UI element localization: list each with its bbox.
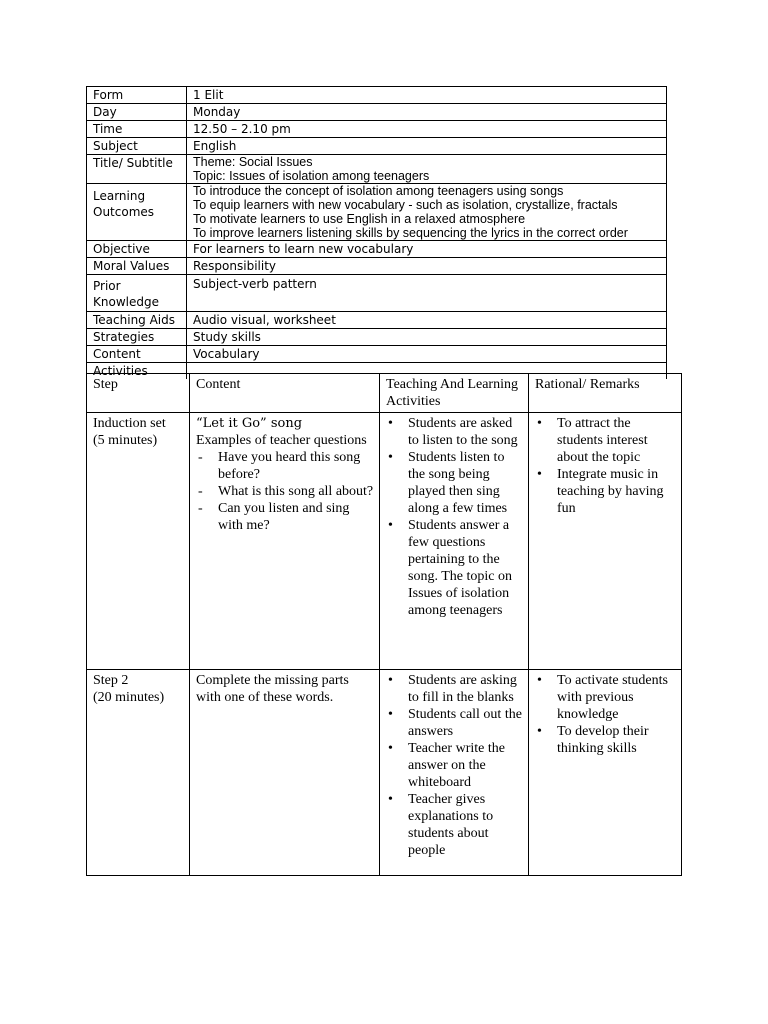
- content-cell: [190, 670, 380, 876]
- info-label: Teaching Aids: [87, 312, 187, 329]
- list-item: [196, 483, 376, 500]
- bullet-icon: •: [388, 450, 393, 465]
- info-label: Time: [87, 121, 187, 138]
- header-content: Content: [190, 374, 380, 413]
- info-row: [87, 346, 667, 363]
- bullet-icon: •: [388, 673, 393, 688]
- list-item: [386, 740, 525, 791]
- activities-table: [86, 373, 682, 876]
- list-item-text: What is this song all about?: [218, 484, 374, 499]
- activities-cell: [380, 413, 529, 670]
- bullet-icon: •: [537, 416, 542, 431]
- list-item-text: To activate students with previous knowledge: [557, 673, 668, 722]
- info-row: [87, 87, 667, 104]
- info-row: [87, 184, 667, 241]
- remarks-cell: [529, 413, 682, 670]
- list-item-text: Students call out the answers: [408, 707, 522, 739]
- list-item: [535, 723, 678, 757]
- label-line: Learning: [93, 189, 146, 203]
- bullet-icon: •: [388, 741, 393, 756]
- list-item: [386, 791, 525, 859]
- content-line: “Let it Go” song: [196, 416, 303, 431]
- info-row: [87, 329, 667, 346]
- theme-line: Theme: Social Issues: [193, 155, 313, 169]
- dash-marker: -: [198, 484, 203, 499]
- info-row: [87, 275, 667, 312]
- info-label: Strategies: [87, 329, 187, 346]
- list-item: [535, 415, 678, 466]
- info-value: Subject-verb pattern: [187, 275, 667, 312]
- activities-list: [386, 415, 525, 619]
- activities-cell: [380, 670, 529, 876]
- list-item-text: To attract the students interest about the topic: [557, 416, 648, 465]
- remarks-cell: [529, 670, 682, 876]
- list-item: [535, 672, 678, 723]
- info-value: English: [187, 138, 667, 155]
- header-remarks: Rational/ Remarks: [529, 374, 682, 413]
- activities-header-row: [87, 374, 682, 413]
- bullet-icon: •: [388, 416, 393, 431]
- list-item: [386, 449, 525, 517]
- learning-outcomes-value: [187, 184, 667, 241]
- list-item-text: Integrate music in teaching by having fun: [557, 467, 664, 516]
- step-duration: (20 minutes): [93, 690, 165, 705]
- bullet-icon: •: [388, 792, 393, 807]
- list-item-text: Students are asked to listen to the song: [408, 416, 518, 448]
- info-value: Audio visual, worksheet: [187, 312, 667, 329]
- bullet-icon: •: [537, 673, 542, 688]
- list-item-text: To develop their thinking skills: [557, 724, 649, 756]
- header-activities: Teaching And Learning Activities: [380, 374, 529, 413]
- bullet-icon: •: [388, 707, 393, 722]
- info-value: Study skills: [187, 329, 667, 346]
- step-name: Step 2: [93, 673, 129, 688]
- info-value: Vocabulary: [187, 346, 667, 363]
- info-label: Title/ Subtitle: [87, 155, 187, 184]
- step-cell: [87, 413, 190, 670]
- outcome-line: To introduce the concept of isolation among teenagers using songs: [193, 184, 564, 198]
- content-line: Examples of teacher questions: [196, 433, 367, 448]
- label-line: Outcomes: [93, 205, 155, 219]
- activities-heading: Activities: [87, 363, 187, 380]
- lesson-info-table: [86, 86, 667, 379]
- list-item-text: Have you heard this song before?: [218, 450, 361, 482]
- remarks-list: [535, 672, 678, 757]
- info-row: [87, 138, 667, 155]
- list-item: [386, 706, 525, 740]
- list-item: [386, 517, 525, 619]
- list-item: [386, 415, 525, 449]
- list-item-text: Teacher gives explanations to students about people: [408, 792, 494, 858]
- list-item-text: Students listen to the song being played then sing along a few times: [408, 450, 508, 516]
- info-row: [87, 241, 667, 258]
- list-item-text: Students are asking to fill in the blanks: [408, 673, 517, 705]
- info-label: Content: [87, 346, 187, 363]
- list-item: [535, 466, 678, 517]
- content-cell: [190, 413, 380, 670]
- activity-row: [87, 413, 682, 670]
- list-item-text: Students answer a few questions pertaining to the song. The topic on Issues of isolation among teenagers: [408, 518, 512, 618]
- learning-outcomes-label: [87, 184, 187, 241]
- info-value: Monday: [187, 104, 667, 121]
- question-list: [196, 449, 376, 534]
- label-line: Prior: [93, 279, 121, 293]
- header-step: Step: [87, 374, 190, 413]
- info-value: 12.50 – 2.10 pm: [187, 121, 667, 138]
- outcome-line: To motivate learners to use English in a relaxed atmosphere: [193, 212, 526, 226]
- info-label: Form: [87, 87, 187, 104]
- list-item-text: Teacher write the answer on the whiteboard: [408, 741, 505, 790]
- list-item: [196, 500, 376, 534]
- topic-line: Topic: Issues of isolation among teenagers: [193, 169, 430, 183]
- bullet-icon: •: [388, 518, 393, 533]
- info-row: [87, 104, 667, 121]
- title-subtitle-value: [187, 155, 667, 184]
- remarks-list: [535, 415, 678, 517]
- info-row: [87, 155, 667, 184]
- step-duration: (5 minutes): [93, 433, 158, 448]
- prior-knowledge-label: [87, 275, 187, 312]
- list-item-text: Can you listen and sing with me?: [218, 501, 350, 533]
- outcome-line: To improve learners listening skills by sequencing the lyrics in the correct order: [193, 226, 628, 240]
- bullet-icon: •: [537, 467, 542, 482]
- info-label: Day: [87, 104, 187, 121]
- list-item: [196, 449, 376, 483]
- info-value: 1 Elit: [187, 87, 667, 104]
- info-row: [87, 312, 667, 329]
- info-value: Responsibility: [187, 258, 667, 275]
- info-label: Moral Values: [87, 258, 187, 275]
- label-line: Knowledge: [93, 295, 159, 309]
- bullet-icon: •: [537, 724, 542, 739]
- list-item: [386, 672, 525, 706]
- info-label: Subject: [87, 138, 187, 155]
- content-line: Complete the missing parts with one of these words.: [196, 673, 349, 705]
- info-row: [87, 258, 667, 275]
- info-row: [87, 121, 667, 138]
- info-value: For learners to learn new vocabulary: [187, 241, 667, 258]
- outcome-line: To equip learners with new vocabulary - such as isolation, crystallize, fractals: [193, 198, 618, 212]
- step-name: Induction set: [93, 416, 166, 431]
- dash-marker: -: [198, 450, 203, 465]
- step-cell: [87, 670, 190, 876]
- dash-marker: -: [198, 501, 203, 516]
- info-label: Objective: [87, 241, 187, 258]
- activity-row: [87, 670, 682, 876]
- activities-list: [386, 672, 525, 859]
